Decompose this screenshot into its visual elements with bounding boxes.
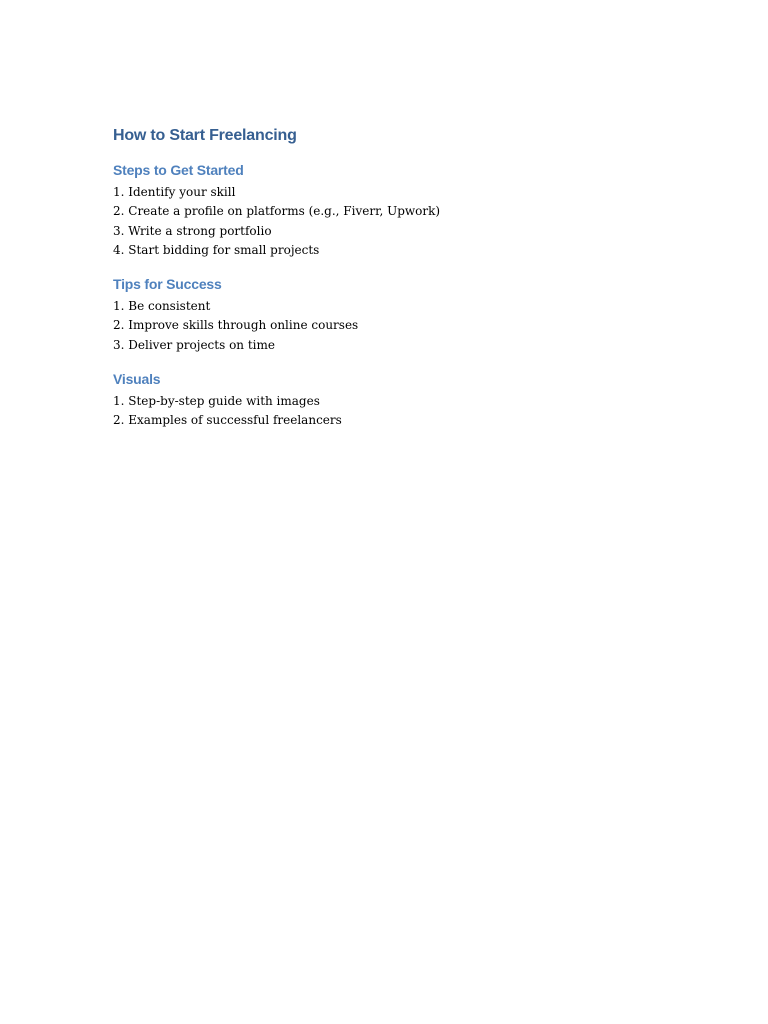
section-heading: Tips for Success <box>113 276 222 293</box>
section-tips-for-success <box>113 275 673 355</box>
list-item: 4. Start bidding for small projects <box>113 242 320 257</box>
document-title: How to Start Freelancing <box>113 127 297 144</box>
list-item: 1. Step-by-step guide with images <box>113 394 320 409</box>
document-body <box>113 125 673 431</box>
list-item: 1. Be consistent <box>113 299 211 314</box>
list-item: 1. Identify your skill <box>113 185 236 199</box>
tips-list <box>113 297 673 355</box>
list-item: 2. Create a profile on platforms (e.g., Fiverr, Upwork) <box>113 204 441 219</box>
list-item: 3. Deliver projects on time <box>113 337 275 352</box>
list-item: 3. Write a strong portfolio <box>113 223 272 238</box>
section-visuals <box>113 370 673 431</box>
list-item: 2. Examples of successful freelancers <box>113 413 342 428</box>
visuals-list <box>113 392 673 431</box>
section-heading: Steps to Get Started <box>113 162 244 178</box>
section-heading: Visuals <box>113 371 161 388</box>
list-item: 2. Improve skills through online courses <box>113 318 359 333</box>
section-steps-to-get-started <box>113 161 673 260</box>
steps-list <box>113 183 673 260</box>
